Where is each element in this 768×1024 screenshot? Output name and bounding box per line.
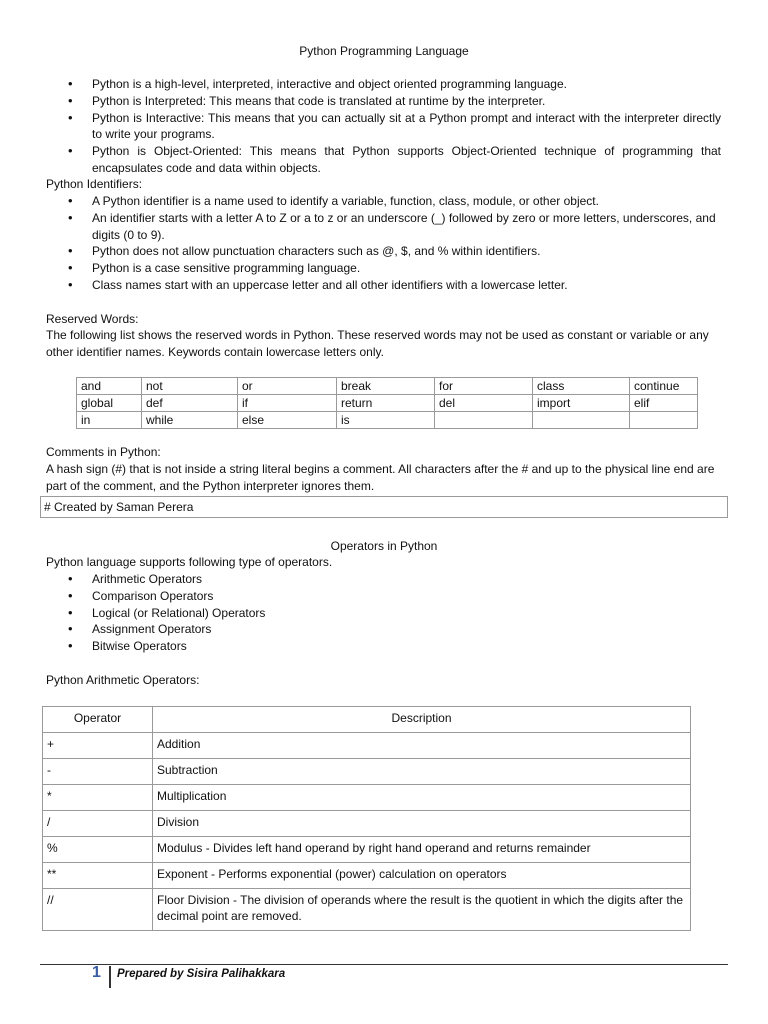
- table-cell: %: [43, 837, 153, 863]
- list-item: • Class names start with an uppercase letter and all other identifiers with a lowercase letter.: [46, 277, 721, 294]
- list-item: • Arithmetic Operators: [46, 571, 721, 588]
- operator-types-list: [46, 571, 721, 655]
- table-cell: //: [43, 889, 153, 931]
- table-row: [43, 811, 691, 837]
- table-cell: else: [238, 412, 337, 429]
- table-row: [43, 889, 691, 931]
- table-cell: Exponent - Performs exponential (power) calculation on operators: [153, 863, 691, 889]
- table-row: [43, 733, 691, 759]
- comment-example-box: # Created by Saman Perera: [40, 496, 728, 518]
- table-cell: Addition: [153, 733, 691, 759]
- footer-prepared-by: Prepared by Sisira Palihakkara: [117, 968, 286, 980]
- table-cell: elif: [630, 395, 698, 412]
- table-cell: Division: [153, 811, 691, 837]
- table-cell: or: [238, 378, 337, 395]
- table-header-cell: Description: [153, 707, 691, 733]
- table-header-cell: Operator: [43, 707, 153, 733]
- operators-intro: Python language supports following type of operators.: [46, 555, 333, 569]
- table-cell: not: [142, 378, 238, 395]
- table-cell: global: [77, 395, 142, 412]
- table-row: [43, 785, 691, 811]
- table-row: [77, 378, 698, 395]
- table-cell: Multiplication: [153, 785, 691, 811]
- table-cell: while: [142, 412, 238, 429]
- table-cell: *: [43, 785, 153, 811]
- list-item: • A Python identifier is a name used to identify a variable, function, class, module, or other object.: [46, 193, 721, 210]
- list-item: • Python is a case sensitive programming language.: [46, 260, 721, 277]
- arithmetic-operators-table: [42, 706, 691, 931]
- operators-title: Operators in Python: [330, 539, 438, 553]
- footer-divider: [40, 964, 728, 965]
- list-item: • Logical (or Relational) Operators: [46, 605, 721, 622]
- list-item: • An identifier starts with a letter A to Z or a to z or an underscore (_) followed by zero or more letters, underscores, and digits (0 to 9).: [46, 210, 721, 244]
- list-item: • Python is Interactive: This means that you can actually sit at a Python prompt and interact with the interpreter directly to write your programs.: [46, 110, 721, 144]
- table-cell: Subtraction: [153, 759, 691, 785]
- table-cell: return: [337, 395, 435, 412]
- footer-separator: [109, 966, 111, 988]
- arith-heading: Python Arithmetic Operators:: [46, 673, 200, 687]
- page-number: 1: [92, 964, 101, 981]
- table-cell: if: [238, 395, 337, 412]
- list-item: • Python is Interpreted: This means that code is translated at runtime by the interpreter.: [46, 93, 721, 110]
- table-cell: -: [43, 759, 153, 785]
- reserved-words-table: [76, 377, 698, 429]
- identifiers-heading: Python Identifiers:: [46, 177, 143, 191]
- table-cell: in: [77, 412, 142, 429]
- table-cell: [533, 412, 630, 429]
- table-cell: del: [435, 395, 533, 412]
- table-cell: [630, 412, 698, 429]
- table-cell: continue: [630, 378, 698, 395]
- table-cell: break: [337, 378, 435, 395]
- table-cell: def: [142, 395, 238, 412]
- table-cell: Modulus - Divides left hand operand by right hand operand and returns remainder: [153, 837, 691, 863]
- list-item: • Python does not allow punctuation characters such as @, $, and % within identifiers.: [46, 243, 721, 260]
- table-cell: +: [43, 733, 153, 759]
- table-row: [43, 837, 691, 863]
- comments-heading: Comments in Python:: [46, 445, 161, 459]
- table-cell: and: [77, 378, 142, 395]
- table-cell: is: [337, 412, 435, 429]
- comments-text: A hash sign (#) that is not inside a string literal begins a comment. All characters after the # and up to the physical line end are part of the comment, and the Python interpreter ignores them.: [46, 462, 715, 493]
- table-cell: Floor Division - The division of operands where the result is the quotient in which the digits after the decimal point are removed.: [153, 889, 691, 931]
- table-row: [77, 395, 698, 412]
- table-cell: /: [43, 811, 153, 837]
- table-cell: [435, 412, 533, 429]
- table-row: [77, 412, 698, 429]
- list-item: • Python is Object-Oriented: This means that Python supports Object-Oriented technique of programming that encapsulates code and data within objects.: [46, 143, 721, 177]
- table-row: [43, 707, 691, 733]
- reserved-heading: Reserved Words:: [46, 312, 139, 326]
- list-item: • Comparison Operators: [46, 588, 721, 605]
- list-item: • Bitwise Operators: [46, 638, 721, 655]
- identifier-bullet-list: [46, 193, 721, 294]
- table-cell: class: [533, 378, 630, 395]
- table-cell: for: [435, 378, 533, 395]
- page-title: Python Programming Language: [299, 44, 469, 58]
- table-row: [43, 863, 691, 889]
- table-row: [43, 759, 691, 785]
- list-item: • Assignment Operators: [46, 621, 721, 638]
- table-cell: **: [43, 863, 153, 889]
- reserved-text: The following list shows the reserved words in Python. These reserved words may not be used as constant or variable or any other identifier names. Keywords contain lowercase letters only.: [46, 328, 709, 359]
- list-item: • Python is a high-level, interpreted, interactive and object oriented programming language.: [46, 76, 721, 93]
- intro-bullet-list: [46, 76, 721, 177]
- table-cell: import: [533, 395, 630, 412]
